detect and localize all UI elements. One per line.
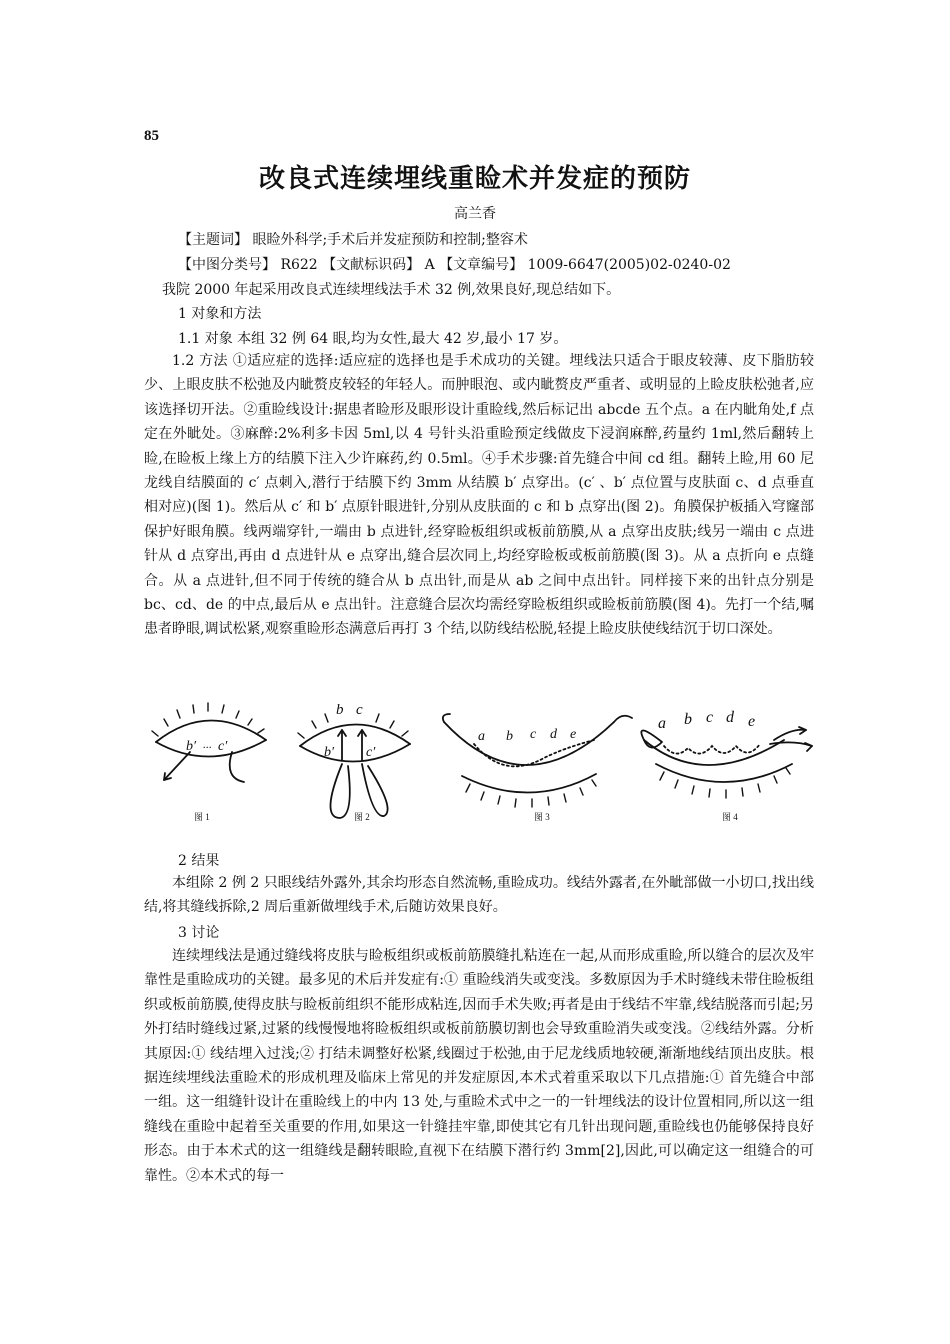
- section-3-heading: 3 讨论: [178, 925, 220, 941]
- fig2-label-c: c: [356, 702, 363, 718]
- subsection-1-2: 1.2 方法 ①适应症的选择:适应症的选择也是手术成功的关键。埋线法只适合于眼皮较薄、皮下脂肪较少、上眼皮肤不松弛及内眦赘皮较轻的年轻人。而肿眼泡、或内眦赘皮严重者、或明显的上睑皮肤松弛者,应该选择切开法。②重睑线设计:据患者睑形及眼形设计重睑线,然后标记出 abcde 五个点。a 在内眦角处,f 点定在外眦处。③麻醉:2%利多卡因 5ml,以 4 号针头沿重睑预定线做皮下浸润麻醉,药量约 1ml,然后翻转上睑,在睑板上缘上方的结膜下注入少许麻药,约 0.5ml。④手术步骤:首先缝合中间 cd 组。翻转上睑,用 60 尼龙线自结膜面的 c′ 点刺入,潜行于结膜下约 3mm 从结膜 b′ 点穿出。(c′ 、b′ 点位置与皮肤面 c、d 点垂直相对应)(图 1)。然后从 c′ 和 b′ 点原针眼进针,分别从皮肤面的 c 和 b 点穿出(图 2)。角膜保护板插入穹窿部保护好眼角膜。线两端穿针,一端由 b 点进针,经穿睑板组织或板前筋膜,从 a 点穿出皮肤;线另一端由 c 点进针从 d 点穿出,再由 d 点进针从 e 点穿出,缝合层次同上,均经穿睑板或板前筋膜(图 3)。从 a 点折向 e 点缝合。从 a 点进针,但不同于传统的缝合从 b 点出针,而是从 ab 之间中点出针。同样接下来的出针点分别是 bc、cd、de 的中点,最后从 e 点出针。注意缝合层次均需经穿睑板组织或睑板前筋膜(图 4)。先打一个结,嘱患者睁眼,调试松紧,观察重睑形态满意后再打 3 个结,以防线结松脱,轻提上睑皮肤使线结沉于切口深处。: [144, 353, 814, 638]
- fig2-label-b-prime: b′: [324, 745, 335, 760]
- figure-3-drawing: [443, 714, 632, 807]
- fig4-label-d: d: [726, 709, 734, 726]
- figure-3-caption: 图 3: [534, 812, 550, 822]
- intro-text: 我院 2000 年起采用改良式连续埋线法手术 32 例,效果良好,现总结如下。: [162, 282, 621, 298]
- keywords: 眼睑外科学;手术后并发症预防和控制;整容术: [252, 232, 528, 248]
- results-text: 本组除 2 例 2 只眼线结外露外,其余均形态自然流畅,重睑成功。线结外露者,在外眦部做一小切口,找出线结,将其缝线拆除,2 周后重新做埋线手术,后随访效果良好。: [144, 875, 814, 916]
- fig4-label-e: e: [748, 713, 756, 730]
- fig3-label-c: c: [530, 727, 537, 742]
- fig4-label-c: c: [706, 709, 714, 726]
- article-title: 改良式连续埋线重睑术并发症的预防: [258, 164, 691, 194]
- fig3-label-e: e: [570, 727, 577, 742]
- fig2-label-b: b: [336, 702, 344, 718]
- section-1-heading: 1 对象和方法: [178, 306, 262, 322]
- figure-2-caption: 图 2: [354, 812, 370, 822]
- surgery-figures: [144, 700, 814, 830]
- fig4-label-a: a: [658, 715, 666, 732]
- subsection-1-1: 1.1 对象 本组 32 例 64 眼,均为女性,最大 42 岁,最小 17 岁。: [178, 331, 568, 347]
- figure-4-caption: 图 4: [722, 812, 738, 822]
- figure-2-drawing: [298, 714, 410, 818]
- figure-1-caption: 图 1: [194, 812, 210, 822]
- keywords-label: 【主题词】: [178, 232, 248, 248]
- classification-line: 【中图分类号】 R622 【文献标识码】 A 【文章编号】 1009-6647(2005)02-0240-02: [178, 257, 731, 273]
- fig1-label-c-prime: c′: [218, 739, 228, 754]
- fig1-label-b-prime: b′: [186, 739, 197, 754]
- page-number: 85: [144, 128, 159, 144]
- svg-text:...: ...: [203, 737, 212, 751]
- fig2-label-c-prime: c′: [366, 745, 376, 760]
- section-2-heading: 2 结果: [178, 853, 220, 869]
- fig3-label-b: b: [506, 729, 513, 744]
- author: 高兰香: [454, 206, 496, 222]
- fig3-label-d: d: [550, 727, 557, 742]
- keywords-line: [178, 229, 848, 249]
- discussion-text: 连续埋线法是通过缝线将皮肤与睑板组织或板前筋膜缝扎粘连在一起,从而形成重睑,所以缝合的层次及牢靠性是重睑成功的关键。最多见的术后并发症有:① 重睑线消失或变浅。多数原因为手术时缝线未带住睑板组织或板前筋膜,使得皮肤与睑板前组织不能形成粘连,因而手术失败;再者是由于线结不牢靠,线结脱落而引起;另外打结时缝线过紧,过紧的线慢慢地将睑板组织或板前筋膜切割也会导致重睑消失或变浅。②线结外露。分析其原因:① 线结埋入过浅;② 打结未调整好松紧,线圈过于松弛,由于尼龙线质地较硬,渐渐地线结顶出皮肤。根据连续埋线法重睑术的形成机理及临床上常见的并发症原因,本术式着重采取以下几点措施:① 首先缝合中部一组。这一组缝针设计在重睑线上的中内 13 处,与重睑术式中之一的一针埋线法的设计位置相同,所以这一组缝线在重睑中起着至关重要的作用,如果这一针缝挂牢靠,即使其它有几针出现问题,重睑线也仍能够保持良好形态。由于本术式的这一组缝线是翻转眼睑,直视下在结膜下潜行约 3mm[2],因此,可以确定这一组缝合的可靠性。②本术式的每一: [144, 948, 814, 1184]
- figure-4-drawing: [641, 727, 812, 798]
- fig4-label-b: b: [684, 711, 692, 728]
- fig3-label-a: a: [478, 729, 485, 744]
